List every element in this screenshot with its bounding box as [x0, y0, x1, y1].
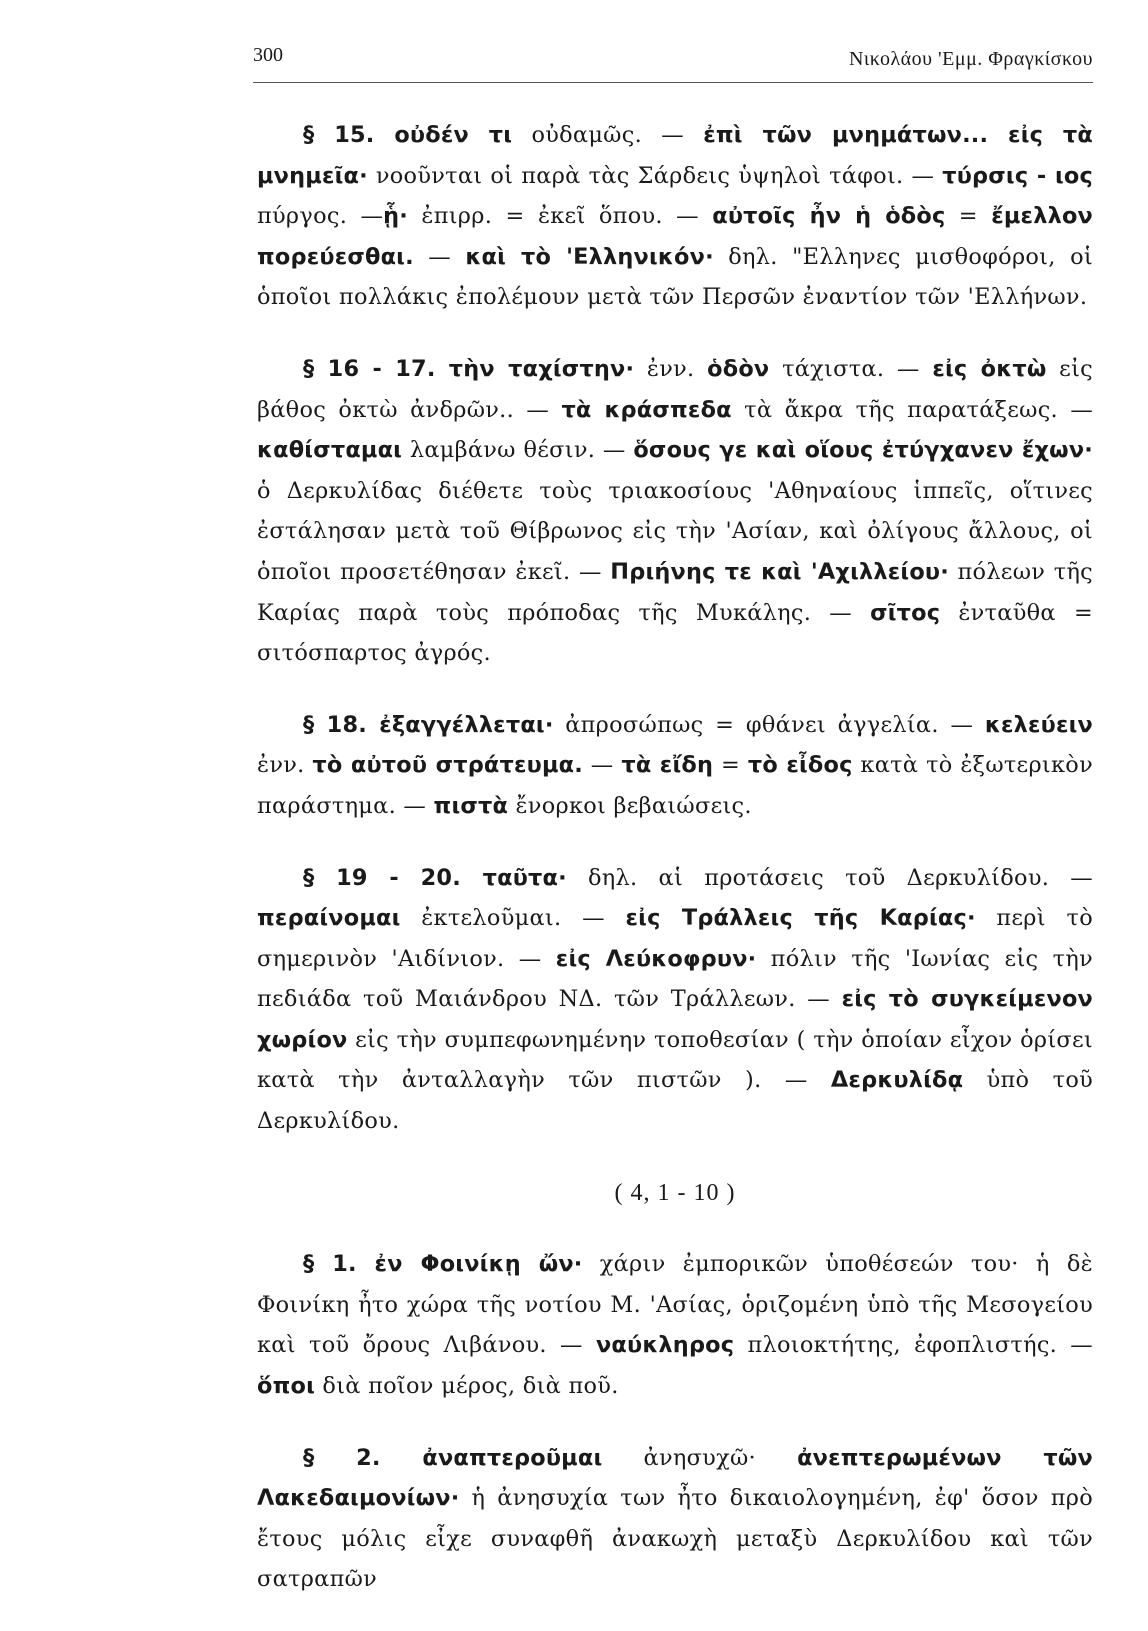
lemma-term: τὰ κράσπεδα	[561, 396, 732, 423]
lemma-term: πιστὰ	[433, 792, 509, 819]
gloss-text: πόλιν τῆς 'Ιωνίας εἰς τὴν πεδιάδα τοῦ Μαιάνδρου ΝΔ. τῶν Τράλλεων. —	[257, 945, 1093, 1013]
lemma-term: Πριήνης τε καὶ 'Αχιλλείου·	[610, 558, 949, 585]
lemma-term: τὴν ταχίστην·	[448, 355, 635, 382]
gloss-text: νοοῦνται οἱ παρὰ τὰς Σάρδεις ὑψηλοὶ τάφοι. —	[367, 162, 943, 189]
lemma-term: ἀνεπτερωμένων τῶν Λακεδαιμονίων·	[257, 1444, 1093, 1512]
lemma-term: ὅποι	[257, 1373, 316, 1400]
lemma-term: § 2.	[303, 1444, 423, 1471]
lemma-term: καθίσταμαι	[257, 437, 403, 464]
lemma-term: περαίνομαι	[257, 905, 401, 932]
lemma-term: οὐδέν τι	[394, 122, 513, 148]
lemma-term: καὶ τὸ 'Ελληνικόν·	[465, 243, 714, 270]
commentary-paragraph	[257, 1438, 1093, 1600]
page-body	[257, 115, 1093, 1631]
lemma-term: αὐτοῖς ἦν ἡ ὁδὸς	[712, 203, 946, 230]
lemma-term: τὰ εἴδη	[621, 752, 714, 779]
lemma-term: τὸ αὐτοῦ στράτευμα.	[312, 752, 583, 779]
commentary-paragraph	[257, 705, 1093, 827]
gloss-text: ἀπροσώπως = φθάνει ἀγγελία. —	[553, 711, 985, 738]
gloss-text: ὑπὸ τοῦ Δερκυλίδου.	[257, 1067, 1094, 1135]
lemma-term: τὸ εἶδος	[747, 752, 853, 779]
lemma-term: τύρσις - ιος	[942, 162, 1093, 189]
commentary-paragraph	[257, 858, 1093, 1142]
lemma-term: § 18.	[303, 711, 380, 738]
gloss-text: ἐνταῦθα = σιτόσπαρτος ἀγρός.	[257, 599, 1094, 667]
lemma-term: ταῦτα·	[482, 864, 567, 891]
lemma-term: ὅσους γε καὶ οἵους ἐτύγχανεν ἔχων·	[633, 437, 1093, 464]
lemma-term: ᾗ·	[383, 203, 409, 230]
gloss-text: τὰ ἄκρα τῆς παρατάξεως. —	[731, 396, 1094, 423]
page-number: 300	[253, 44, 283, 66]
lemma-term: Δερκυλίδᾳ	[830, 1067, 964, 1094]
gloss-text: διὰ ποῖον μέρος, διὰ ποῦ.	[315, 1373, 619, 1400]
gloss-text: ἐνν.	[257, 752, 313, 779]
lemma-term: ἐξαγγέλλεται·	[379, 711, 554, 738]
lemma-term: § 15.	[303, 122, 395, 148]
lemma-term: ἐπὶ τῶν μνημάτων... εἰς τὰ μνημεῖα·	[257, 122, 1093, 189]
gloss-text: =	[713, 752, 748, 779]
gloss-text: —	[582, 752, 622, 779]
gloss-text: ὁ Δερκυλίδας διέθετε τοὺς τριακοσίους 'Αθηναίους ἱππεῖς, οἵτινες ἐστάλησαν μετὰ τοῦ Θίβρωνος εἰς τὴν 'Ασίαν, καὶ ὀλίγους ἄλλους, οἱ ὁποῖοι προσετέθησαν ἐκεῖ. —	[257, 477, 1093, 585]
gloss-text: πλοιοκτήτης, ἐφοπλιστής. —	[734, 1332, 1093, 1359]
gloss-text: λαμβάνω θέσιν. —	[402, 437, 634, 464]
gloss-text: περὶ τὸ σημερινὸν 'Αιδίνιον. —	[257, 905, 1093, 972]
gloss-text: ἔνορκοι βεβαιώσεις.	[508, 792, 752, 819]
gloss-text: εἰς τὴν συμπεφωνημένην τοποθεσίαν ( τὴν ὁποίαν εἶχον ὁρίσει κατὰ τὴν ἀνταλλαγὴν τῶν πιστῶν ). —	[257, 1026, 1093, 1094]
gloss-text: πύργος. —	[257, 203, 384, 230]
gloss-text: ἀνησυχῶ·	[602, 1444, 798, 1471]
lemma-term: ναύκληρος	[595, 1332, 735, 1359]
gloss-text: ἐπιρρ. = ἐκεῖ ὅπου. —	[408, 203, 713, 230]
commentary-paragraph	[257, 115, 1093, 318]
gloss-text: δηλ. αἱ προτάσεις τοῦ Δερκυλίδου. —	[566, 864, 1093, 891]
lemma-term: ὁδὸν	[707, 355, 770, 382]
gloss-text: —	[413, 243, 466, 270]
gloss-text: εἰς βάθος ὀκτὼ ἀνδρῶν.. —	[257, 355, 1093, 423]
lemma-term: εἰς Λεύκοφρυν·	[555, 945, 757, 972]
gloss-text: ἡ ἀνησυχία των ἦτο δικαιολογημένη, ἐφ' ὅσον πρὸ ἔτους μόλις εἶχε συναφθῆ ἀνακωχὴ μεταξὺ Δερκυλίδου καὶ τῶν σατραπῶν	[257, 1485, 1093, 1593]
gloss-text: ἐνν.	[634, 355, 708, 382]
lemma-term: § 19 - 20.	[303, 864, 483, 891]
gloss-text: τάχιστα. —	[769, 355, 933, 382]
lemma-term: εἰς τὸ συγκείμενον χωρίον	[257, 986, 1094, 1053]
lemma-term: § 1.	[303, 1251, 375, 1278]
section-heading: ( 4, 1 - 10 )	[614, 1179, 736, 1206]
lemma-term: σῖτος	[870, 599, 941, 626]
gloss-text: χάριν ἐμπορικῶν ὑποθέσεών του· ἡ δὲ Φοινίκη ἦτο χώρα τῆς νοτίου Μ. 'Ασίας, ὁριζομένη ὑπὸ τῆς Μεσογείου καὶ τοῦ ὄρους Λιβάνου. —	[257, 1251, 1093, 1359]
header-rule	[253, 82, 1093, 83]
lemma-term: ἀναπτεροῦμαι	[422, 1444, 603, 1471]
commentary-paragraph	[257, 1244, 1093, 1406]
lemma-term: ἔμελλον πορεύεσθαι.	[257, 203, 1093, 270]
lemma-term: κελεύειν	[984, 711, 1094, 738]
gloss-text: οὐδαμῶς. —	[512, 122, 704, 148]
gloss-text: κατὰ τὸ ἐξωτερικὸν παράστημα. —	[257, 752, 1093, 819]
lemma-term: εἰς Τράλλεις τῆς Καρίας·	[625, 905, 976, 932]
gloss-text: ἐκτελοῦμαι. —	[400, 905, 626, 932]
running-head: Νικολάου 'Εμμ. Φραγκίσκου	[848, 48, 1093, 70]
lemma-term: ἐν Φοινίκῃ ὤν·	[374, 1251, 583, 1278]
gloss-text: πόλεων τῆς Καρίας παρὰ τοὺς πρόποδας τῆς Μυκάλης. —	[257, 558, 1094, 626]
page-header	[253, 44, 1093, 76]
lemma-term: εἰς ὀκτὼ	[932, 355, 1047, 382]
lemma-term: § 16 - 17.	[303, 355, 449, 382]
gloss-text: δηλ. "Ελληνες μισθοφόροι, οἱ ὁποῖοι πολλάκις ἐπολέμουν μετὰ τῶν Περσῶν ἐναντίον τῶν 'Ελλήνων.	[257, 243, 1093, 311]
commentary-paragraph	[257, 349, 1093, 674]
gloss-text: =	[945, 203, 992, 230]
